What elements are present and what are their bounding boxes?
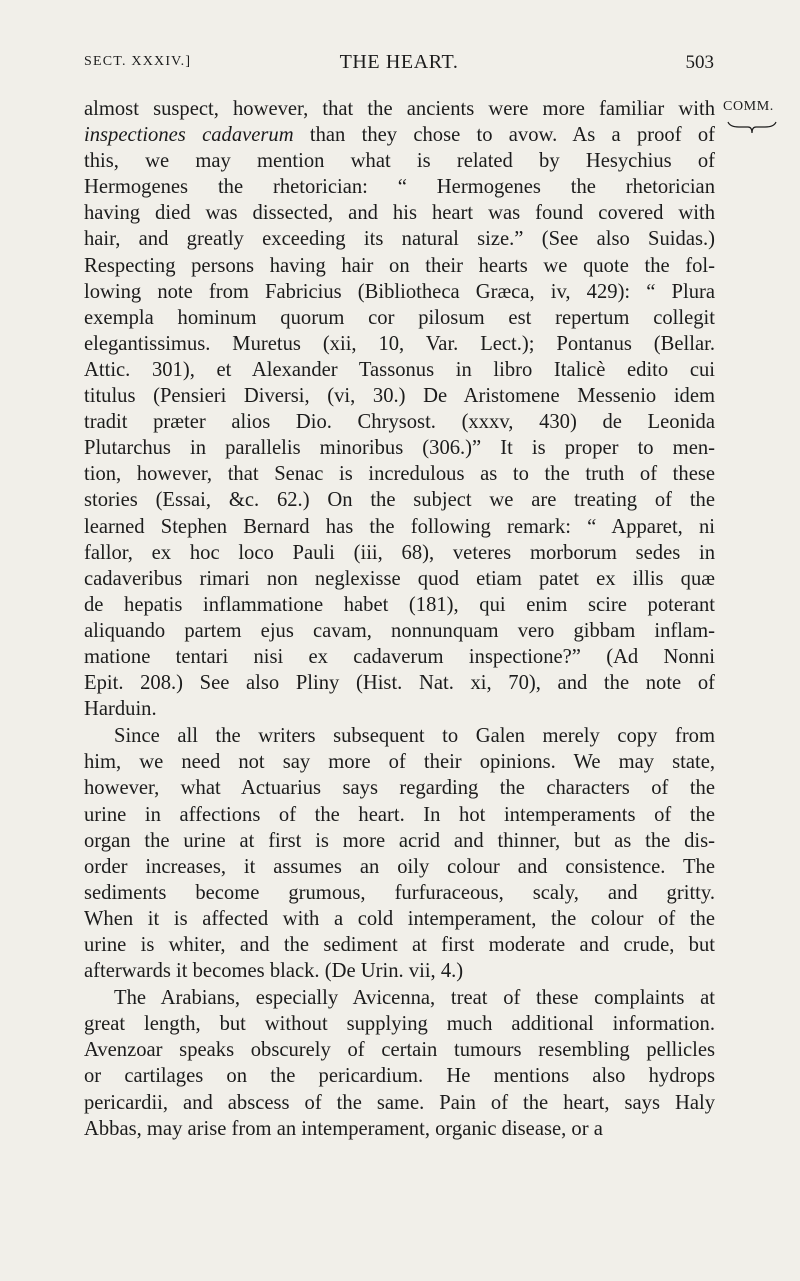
- text-line: hair, and greatly exceeding its natural size.” (See also Suidas.): [84, 228, 715, 251]
- margin-note: COMM.: [723, 99, 774, 114]
- text-line: Since all the writers subsequent to Galen merely copy from: [114, 725, 715, 748]
- text-line: pericardii, and abscess of the same. Pain of the heart, says Haly: [84, 1091, 715, 1114]
- text-line: Harduin.: [84, 698, 157, 721]
- text-line: The Arabians, especially Avicenna, treat of these complaints at: [114, 987, 715, 1010]
- text-line: aliquando partem ejus cavam, nonnunquam vero gibbam inflam-: [84, 619, 715, 642]
- text-line: stories (Essai, &c. 62.) On the subject we are treating of the: [84, 489, 715, 512]
- text-line: Plutarchus in parallelis minoribus (306.)” It is proper to men-: [84, 437, 715, 460]
- section-label: SECT. XXXIV.]: [84, 54, 192, 69]
- text-line: Abbas, may arise from an intemperament, organic disease, or a: [84, 1117, 603, 1140]
- text-line: fallor, ex hoc loco Pauli (iii, 68), veteres morborum sedes in: [84, 541, 715, 564]
- text-line: having died was dissected, and his heart was found covered with: [84, 202, 715, 225]
- paragraph-3: [84, 985, 715, 1142]
- text-line: urine in affections of the heart. In hot intemperaments of the: [84, 803, 715, 826]
- brace-icon: [727, 121, 777, 135]
- page-title: THE HEART.: [339, 51, 459, 73]
- text-line: order increases, it assumes an oily colour and consistence. The: [84, 855, 715, 878]
- text-line: however, what Actuarius says regarding the characters of the: [84, 777, 715, 800]
- text-line: elegantissimus. Muretus (xii, 10, Var. Lect.); Pontanus (Bellar.: [84, 332, 715, 355]
- text-line: almost suspect, however, that the ancients were more familiar with: [84, 98, 715, 120]
- page-number: 503: [685, 52, 714, 73]
- text-line: titulus (Pensieri Diversi, (vi, 30.) De Aristomene Messenio idem: [84, 385, 715, 408]
- italic-phrase: inspectiones cadaverum: [84, 124, 294, 147]
- text-line: Avenzoar speaks obscurely of certain tumours resembling pellicles: [84, 1039, 715, 1062]
- text-line: lowing note from Fabricius (Bibliotheca Græca, iv, 429): “ Plura: [84, 280, 715, 303]
- text-line: great length, but without supplying much additional information.: [84, 1013, 715, 1036]
- text-line: inspectiones cadaverum than they chose to avow. As a proof of: [84, 124, 715, 147]
- text-line: him, we need not say more of their opinions. We may state,: [84, 751, 715, 774]
- text-line: Respecting persons having hair on their hearts we quote the fol-: [84, 254, 715, 277]
- text-line: this, we may mention what is related by Hesychius of: [84, 150, 715, 173]
- text-line: de hepatis inflammatione habet (181), qui enim scire poterant: [84, 593, 715, 616]
- text-line: Epit. 208.) See also Pliny (Hist. Nat. xi, 70), and the note of: [84, 672, 715, 695]
- text-line: organ the urine at first is more acrid and thinner, but as the dis-: [84, 829, 715, 852]
- text-line: matione tentari nisi ex cadaverum inspectione?” (Ad Nonni: [84, 645, 715, 668]
- body-text: [84, 96, 715, 1142]
- text-line: sediments become grumous, furfuraceous, scaly, and gritty.: [84, 881, 715, 904]
- text-line: exempla hominum quorum cor pilosum est repertum collegit: [84, 306, 715, 329]
- running-head: [84, 51, 714, 80]
- text-line: tion, however, that Senac is incredulous as to the truth of these: [84, 463, 715, 486]
- text-line: urine is whiter, and the sediment at first moderate and crude, but: [84, 934, 715, 956]
- text-line: When it is affected with a cold intemperament, the colour of the: [84, 907, 715, 930]
- text-line: Hermogenes the rhetorician: “ Hermogenes the rhetorician: [84, 176, 715, 199]
- text-line: or cartilages on the pericardium. He mentions also hydrops: [84, 1065, 715, 1088]
- text-line: Attic. 301), et Alexander Tassonus in libro Italicè edito cui: [84, 358, 715, 381]
- text-line: learned Stephen Bernard has the following remark: “ Apparet, ni: [84, 515, 715, 538]
- text-line: cadaveribus rimari non neglexisse quod etiam patet ex illis quæ: [84, 567, 715, 590]
- paragraph-1: [84, 96, 715, 722]
- paragraph-2: [84, 723, 715, 984]
- text-line: tradit præter alios Dio. Chrysost. (xxxv, 430) de Leonida: [84, 411, 715, 434]
- text-line: afterwards it becomes black. (De Urin. vii, 4.): [84, 960, 464, 983]
